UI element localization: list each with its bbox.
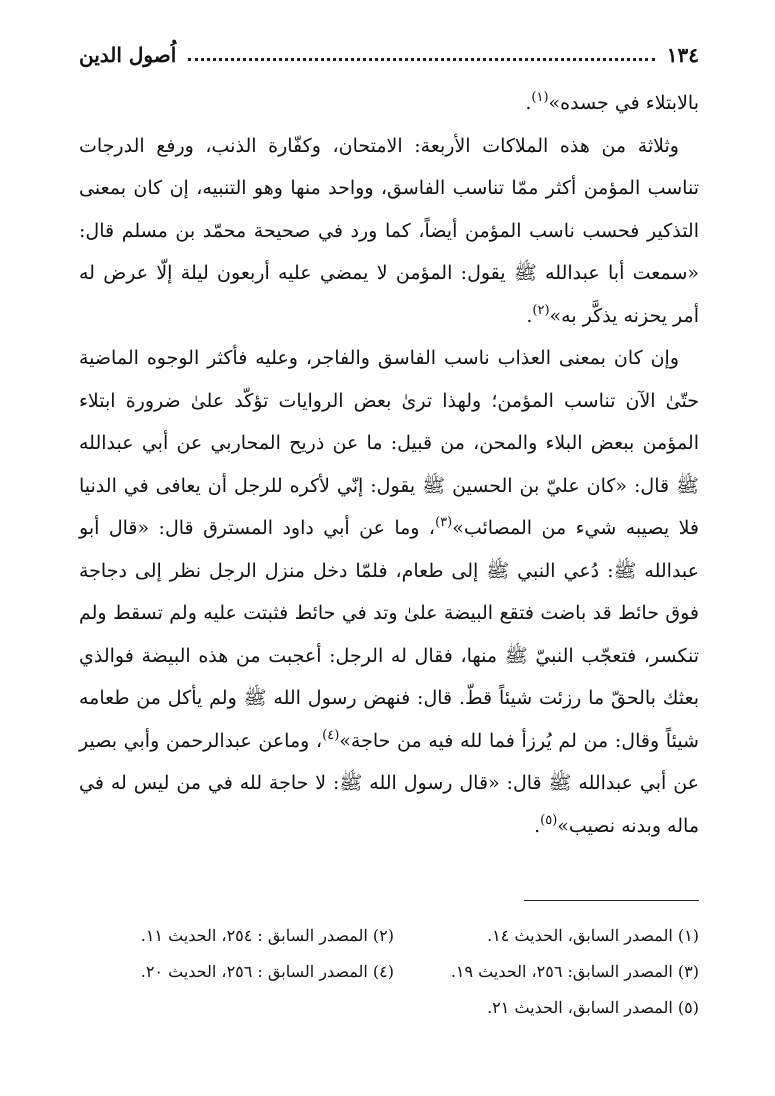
- footnote-row: [79, 990, 699, 1026]
- paragraph-text: .: [525, 92, 532, 114]
- footnote-row: [79, 918, 699, 954]
- paragraph-text: وثلاثة من هذه الملاكات الأربعة: الامتحان، وكفّارة الذنب، ورفع الدرجات تناسب المؤمن أكثر ممّا تناسب الفاسق، وواحد منها وهو التنبيه، إن كان بمعنى التذكير فحسب ناسب المؤمن أيضاً، كما ورد في صحيحة محمّد بن مسلم قال: «سمعت أبا عبدالله ﷺ يقول: المؤمن لا يمضي عليه أربعون ليلة إلّا عرض له أمر يحزنه يذكَّر به»: [79, 134, 699, 327]
- footnote-marker: (٤): [322, 727, 340, 743]
- dotted-leader: [188, 46, 654, 61]
- page-number: ١٣٤: [666, 43, 699, 67]
- footnote: (٤) المصدر السابق : ٢٥٦، الحديث ٢٠.: [140, 962, 394, 981]
- footnote: (٣) المصدر السابق: ٢٥٦، الحديث ١٩.: [450, 962, 699, 981]
- book-title: اُصول الدين: [79, 43, 177, 67]
- paragraph-text: ، وماعن عبدالرحمن وأبي بصير عن أبي عبدالله ﷺ قال: «قال رسول الله ﷺ: لا حاجة لله في من ليس له في ماله وبدنه نصيب»: [79, 729, 699, 837]
- paragraph: [79, 82, 699, 125]
- footnote-row: [79, 954, 699, 990]
- footnote-marker: (٢): [532, 302, 550, 318]
- footnote-divider: [524, 900, 699, 901]
- paragraph-text: ، وما عن أبي داود المسترق قال: «قال أبو عبدالله ﷺ: دُعي النبي ﷺ إلى طعام، فلمّا دخل منزل الرجل نظر إلى دجاجة فوق حائط قد باضت فتقع البيضة علىٰ وتد في حائط فثبتت عليه ولم تسقط ولم تنكسر، فتعجّب النبيّ ﷺ منها، فقال له الرجل: أعجبت من هذه البيضة فوالذي بعثك بالحقّ ما رزئت شيئاً قطّ. قال: فنهض رسول الله ﷺ ولم يأكل من طعامه شيئاً وقال: من لم يُرزأ فما لله فيه من حاجة»: [79, 517, 699, 752]
- main-text: [79, 82, 699, 847]
- paragraph-text: بالابتلاء في جسده»: [548, 92, 699, 114]
- page: [79, 30, 699, 1070]
- paragraph-text: وإن كان بمعنى العذاب ناسب الفاسق والفاجر، وعليه فأكثر الوجوه الماضية حتّىٰ الآن تناسب المؤمن؛ ولهذا ترىٰ بعض الروايات تؤكّد علىٰ ضرورة ابتلاء المؤمن ببعض البلاء والمحن، من قبيل: ما عن ذريح المحاربي عن أبي عبدالله ﷺ قال: «كان عليّ بن الحسين ﷺ يقول: إنّي لأكره للرجل أن يعافى في الدنيا فلا يصيبه شيء من المصائب»: [79, 347, 699, 539]
- footnote: [89, 990, 394, 1026]
- footnotes: [79, 918, 699, 1026]
- footnote: (٥) المصدر السابق، الحديث ٢١.: [487, 998, 699, 1017]
- footnote-marker: (٥): [540, 812, 558, 828]
- running-header: [79, 38, 699, 72]
- footnote-marker: (١): [531, 90, 549, 105]
- footnote: (١) المصدر السابق، الحديث ١٤.: [487, 926, 699, 945]
- footnote-marker: (٣): [435, 515, 453, 530]
- paragraph-text: .: [526, 304, 533, 327]
- paragraph: [79, 125, 699, 338]
- footnote: (٢) المصدر السابق : ٢٥٤، الحديث ١١.: [140, 926, 394, 945]
- paragraph-text: .: [534, 814, 541, 837]
- paragraph: [79, 337, 699, 847]
